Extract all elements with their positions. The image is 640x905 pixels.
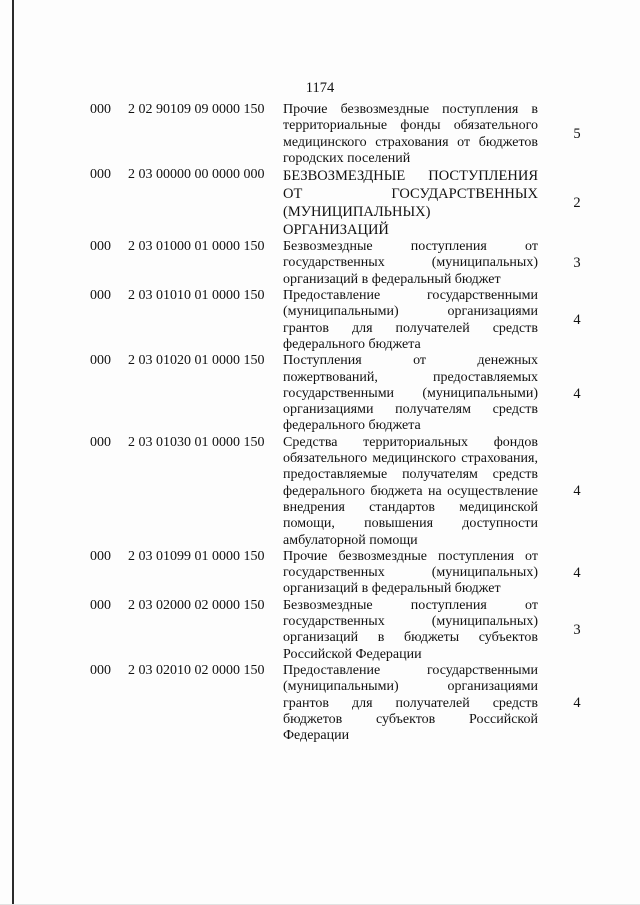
admin-code: 000 bbox=[90, 434, 111, 450]
admin-code: 000 bbox=[90, 353, 111, 369]
admin-code: 000 bbox=[90, 167, 111, 183]
classification-table bbox=[0, 102, 640, 744]
table-row bbox=[0, 353, 640, 434]
revenue-name: Предоставление государственными (муниципальными) организациями грантов для получателей средств федерального бюджета bbox=[283, 288, 538, 352]
revenue-name: БЕЗВОЗМЕЗДНЫЕ ПОСТУПЛЕНИЯ ОТ ГОСУДАРСТВЕННЫХ (МУНИЦИПАЛЬНЫХ) ОРГАНИЗАЦИЙ bbox=[283, 168, 538, 239]
table-row bbox=[0, 435, 640, 549]
revenue-name: Безвозмездные поступления от государственных (муниципальных) организаций в бюджеты субъектов Российской Федерации bbox=[283, 597, 538, 662]
admin-code: 000 bbox=[90, 662, 111, 678]
level-number: 4 bbox=[573, 564, 581, 581]
admin-code: 000 bbox=[90, 288, 111, 304]
revenue-name: Прочие безвозмездные поступления от государственных (муниципальных) организаций в федеральный бюджет bbox=[283, 548, 538, 597]
revenue-name: Поступления от денежных пожертвований, предоставляемых государственными (муниципальными) организациями получателям средств федерального бюджета bbox=[283, 353, 538, 434]
table-row bbox=[0, 288, 640, 353]
budget-classification-code: 2 03 02010 02 0000 150 bbox=[128, 662, 265, 678]
table-row bbox=[0, 102, 640, 167]
budget-classification-code: 2 03 02000 02 0000 150 bbox=[128, 597, 265, 613]
page-number: 1174 bbox=[305, 80, 335, 96]
table-row bbox=[0, 663, 640, 744]
table-row bbox=[0, 167, 640, 239]
table-row bbox=[0, 549, 640, 598]
level-number: 4 bbox=[573, 695, 581, 712]
level-number: 4 bbox=[573, 312, 581, 329]
table-row bbox=[0, 598, 640, 663]
admin-code: 000 bbox=[90, 102, 111, 117]
level-number: 3 bbox=[573, 621, 581, 638]
revenue-name: Прочие безвозмездные поступления в территориальные фонды обязательного медицинского страхования от бюджетов городских поселений bbox=[283, 102, 538, 166]
level-number: 5 bbox=[573, 126, 581, 143]
level-number: 3 bbox=[573, 255, 581, 272]
budget-classification-code: 2 03 01099 01 0000 150 bbox=[128, 548, 265, 564]
table-row bbox=[0, 239, 640, 288]
budget-classification-code: 2 02 90109 09 0000 150 bbox=[128, 102, 265, 117]
budget-classification-code: 2 03 00000 00 0000 000 bbox=[128, 167, 265, 183]
level-number: 4 bbox=[573, 385, 581, 402]
budget-classification-code: 2 03 01020 01 0000 150 bbox=[128, 353, 265, 369]
budget-classification-code: 2 03 01010 01 0000 150 bbox=[128, 288, 265, 304]
revenue-name: Средства территориальных фондов обязательного медицинского страхования, предоставляемые получателям средств федерального бюджета на осуществление внедрения стандартов медицинской помощи, повышения доступности амбулаторной помощи bbox=[283, 434, 538, 548]
level-number: 2 bbox=[573, 194, 581, 211]
admin-code: 000 bbox=[90, 548, 111, 564]
revenue-name: Безвозмездные поступления от государственных (муниципальных) организаций в федеральный бюджет bbox=[283, 239, 538, 287]
budget-classification-code: 2 03 01030 01 0000 150 bbox=[128, 434, 265, 450]
revenue-name: Предоставление государственными (муниципальными) организациями грантов для получателей средств бюджетов субъектов Российской Федерации bbox=[283, 662, 538, 744]
budget-classification-code: 2 03 01000 01 0000 150 bbox=[128, 239, 265, 255]
level-number: 4 bbox=[573, 483, 581, 500]
admin-code: 000 bbox=[90, 239, 111, 255]
admin-code: 000 bbox=[90, 597, 111, 613]
